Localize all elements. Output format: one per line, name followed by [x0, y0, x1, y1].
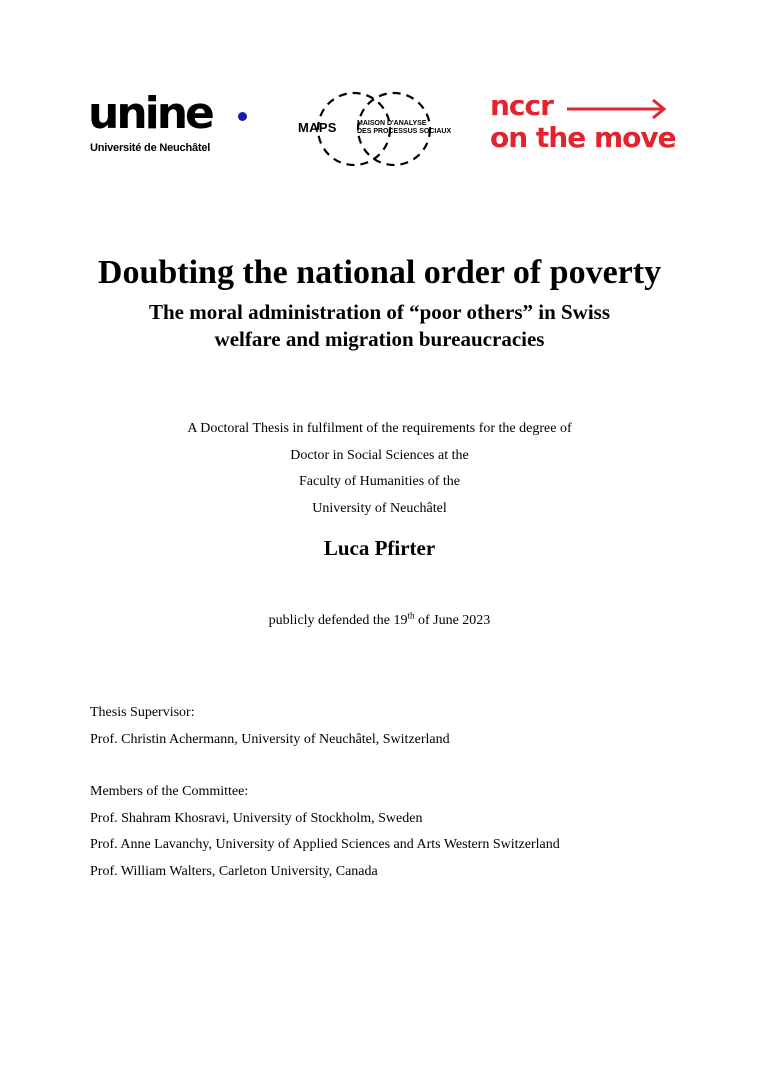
author-name: Luca Pfirter	[323, 536, 436, 560]
committee-member: Prof. Shahram Khosravi, University of Stockholm, Sweden	[90, 810, 423, 826]
statement-line2: Doctor in Social Sciences at the	[290, 447, 469, 463]
maps-subtitle-line2: DES PROCESSUS SOCIAUX	[357, 128, 452, 135]
defense-date-suffix: of June 2023	[414, 613, 491, 628]
unine-dot	[238, 112, 247, 121]
statement-line4: University of Neuchâtel	[312, 501, 447, 517]
statement-line3: Faculty of Humanities of the	[299, 474, 460, 490]
committee-member: Prof. Anne Lavanchy, University of Applied Sciences and Arts Western Switzerland	[90, 837, 560, 853]
nccr-logo	[490, 89, 676, 160]
thesis-title: Doubting the national order of poverty	[97, 254, 662, 291]
unine-wordmark: unine	[88, 88, 212, 139]
subtitle-line1: The moral administration of “poor others” in Swiss	[148, 300, 611, 324]
supervisor-block	[90, 700, 450, 753]
committee-heading: Members of the Committee:	[90, 784, 249, 799]
committee-member: Prof. William Walters, Carleton University, Canada	[90, 864, 378, 880]
defense-date-ordinal: th	[407, 610, 415, 621]
maps-subtitle	[357, 120, 451, 136]
statement-line1: A Doctoral Thesis in fulfilment of the requirements for the degree of	[187, 421, 572, 436]
subtitle-line2: welfare and migration bureaucracies	[214, 327, 545, 351]
unine-subtitle: Université de Neuchâtel	[90, 142, 211, 154]
unine-logo	[88, 88, 258, 160]
arrow-right-icon	[567, 98, 669, 120]
nccr-tagline: on the move	[490, 121, 676, 154]
maps-subtitle-line1: MAISON D'ANALYSE	[357, 120, 427, 127]
defense-date	[0, 610, 759, 632]
thesis-subtitle	[0, 299, 759, 353]
committee-block	[90, 779, 560, 886]
maps-logo	[298, 84, 468, 174]
maps-wordmark: MAPS	[298, 120, 337, 135]
thesis-statement	[0, 416, 759, 523]
defense-date-prefix: publicly defended the 19	[268, 613, 408, 628]
nccr-wordmark: nccr	[490, 89, 553, 122]
supervisor-name: Prof. Christin Achermann, University of Neuchâtel, Switzerland	[90, 731, 450, 747]
supervisor-heading: Thesis Supervisor:	[90, 705, 195, 720]
